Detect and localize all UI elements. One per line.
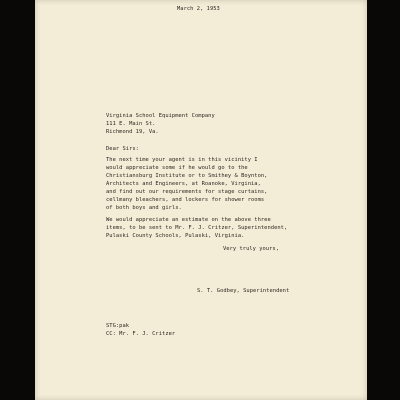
paragraph1-line: Architects and Engineers, at Roanoke, Virginia, xyxy=(106,181,261,187)
paragraph1-line: Christiansburg Institute or to Smithey & Boynton, xyxy=(106,173,268,179)
recipient-city: Richmond 19, Va. xyxy=(106,129,159,135)
paragraph2-line: Pulaski County Schools, Pulaski, Virginia. xyxy=(106,233,245,239)
paragraph1-line: of both boys and girls. xyxy=(106,205,182,211)
paragraph1-line: would appreciate some if he would go to the xyxy=(106,165,248,171)
recipient-name: Virginia School Equipment Company xyxy=(106,113,215,119)
closing: Very truly yours, xyxy=(223,246,280,252)
paragraph2-line: items, to be sent to Mr. F. J. Critzer, Superintendent, xyxy=(106,225,288,231)
typist-initials: STG:pak xyxy=(106,323,130,329)
signature: S. T. Godbey, Superintendent xyxy=(197,288,290,294)
paragraph2-line: We would appreciate an estimate on the above three xyxy=(106,217,271,223)
recipient-street: 111 E. Main St. xyxy=(106,121,156,127)
paragraph1-line: and find out our requirements for stage curtains, xyxy=(106,189,268,195)
paragraph1-line: The next time your agent is in this vicinity I xyxy=(106,157,258,163)
letter-date: March 2, 1953 xyxy=(177,6,220,12)
carbon-copy: CC: Mr. F. J. Critzer xyxy=(106,331,176,337)
paragraph1-line: cellmany bleachers, and lockers for shower rooms xyxy=(106,197,265,203)
salutation: Dear Sirs: xyxy=(106,146,139,152)
